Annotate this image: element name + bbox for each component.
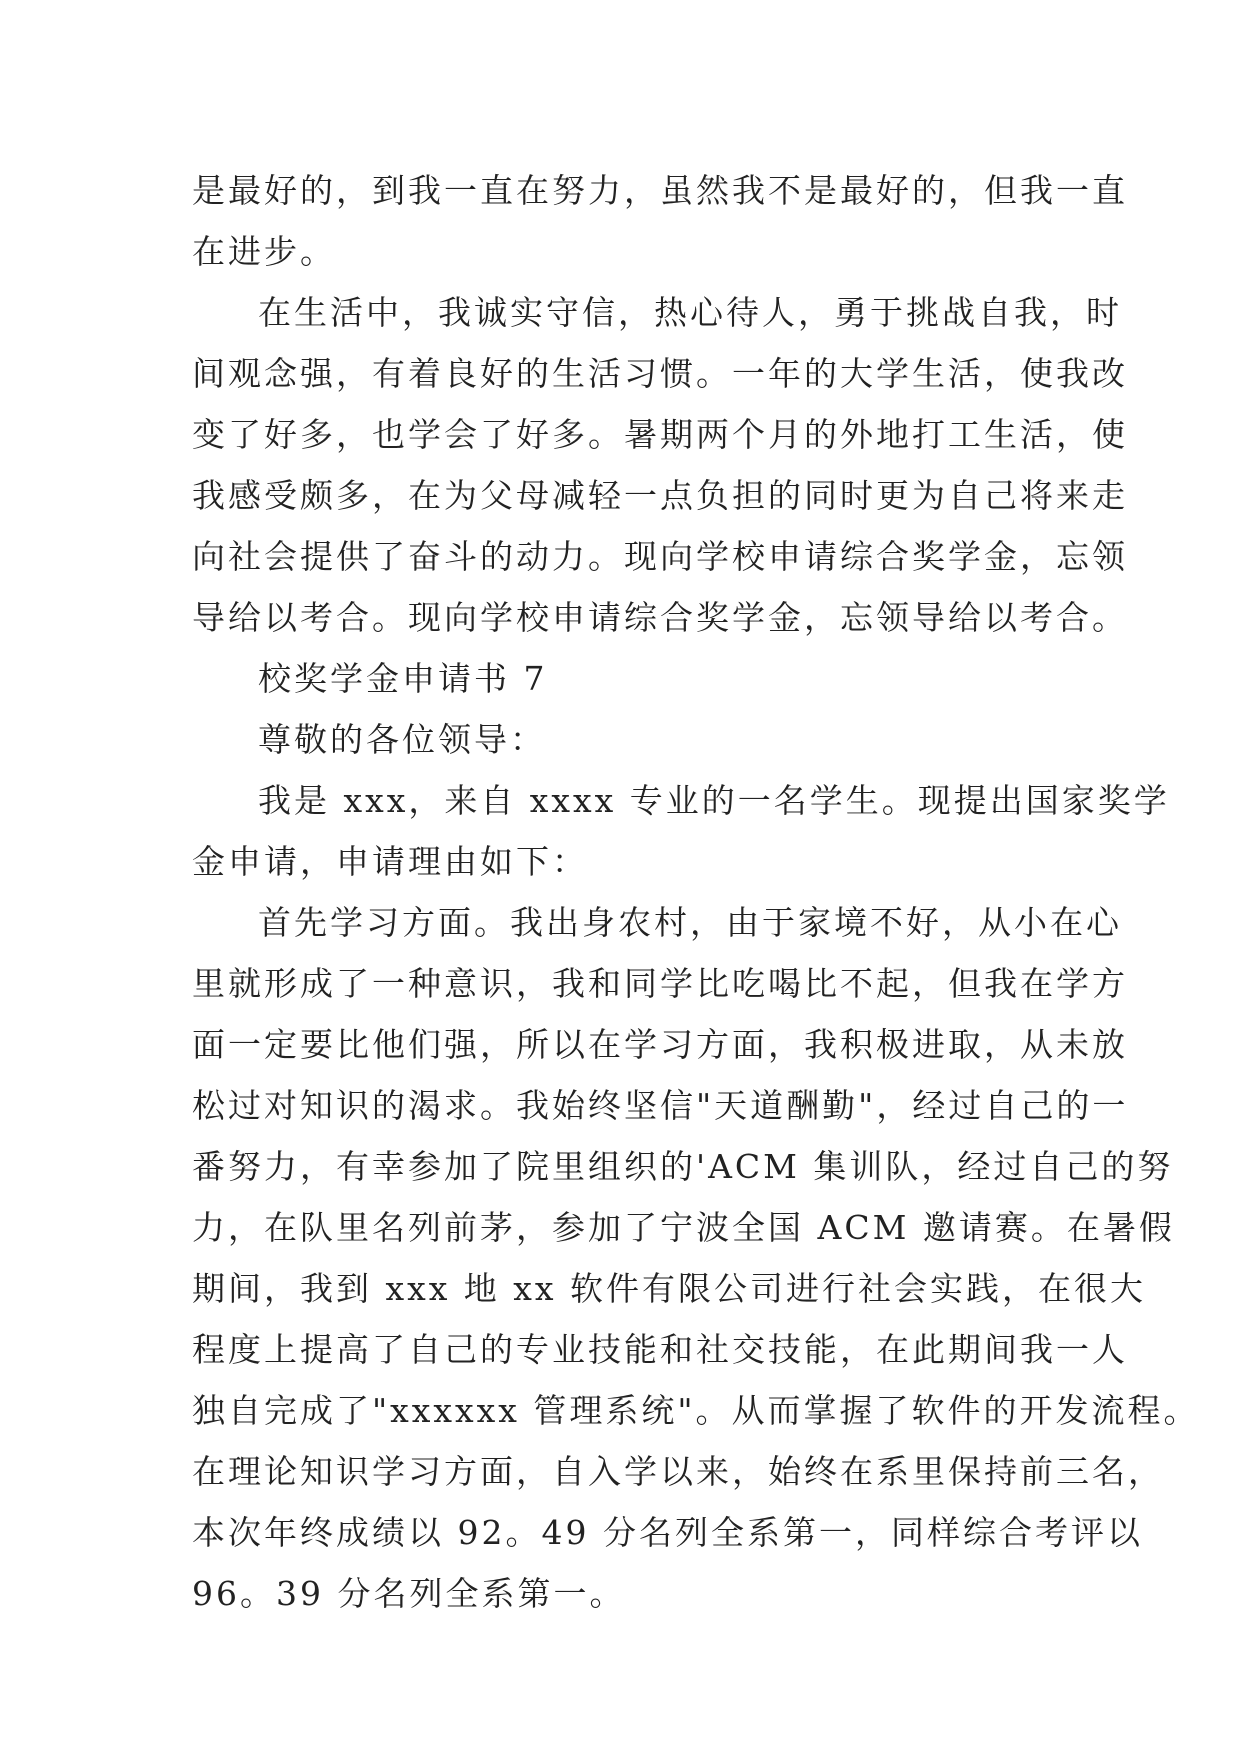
salutation: 尊敬的各位领导：: [258, 720, 546, 759]
text-line: 里就形成了一种意识，我和同学比吃喝比不起，但我在学方: [192, 964, 1128, 1003]
text-line: 96。39 分名列全系第一。: [192, 1574, 626, 1613]
text-line: 我感受颇多，在为父母减轻一点负担的同时更为自己将来走: [192, 476, 1128, 515]
text-line: 我是 xxx，来自 xxxx 专业的一名学生。现提出国家奖学: [258, 781, 1170, 820]
section-heading: 校奖学金申请书 7: [258, 659, 548, 698]
text-line: 在理论知识学习方面，自入学以来，始终在系里保持前三名，: [192, 1452, 1164, 1491]
text-line: 间观念强，有着良好的生活习惯。一年的大学生活，使我改: [192, 354, 1128, 393]
text-line: 变了好多，也学会了好多。暑期两个月的外地打工生活，使: [192, 415, 1128, 454]
text-line: 本次年终成绩以 92。49 分名列全系第一，同样综合考评以: [192, 1513, 1143, 1552]
text-line: 导给以考合。现向学校申请综合奖学金，忘领导给以考合。: [192, 598, 1128, 637]
text-line: 独自完成了"xxxxxx 管理系统"。从而掌握了软件的开发流程。: [192, 1391, 1200, 1430]
text-line: 在生活中，我诚实守信，热心待人，勇于挑战自我，时: [258, 293, 1122, 332]
text-line: 期间，我到 xxx 地 xx 软件有限公司进行社会实践，在很大: [192, 1269, 1147, 1308]
document-body: [192, 160, 1200, 1624]
text-line: 向社会提供了奋斗的动力。现向学校申请综合奖学金，忘领: [192, 537, 1128, 576]
text-line: 是最好的，到我一直在努力，虽然我不是最好的，但我一直: [192, 171, 1128, 210]
text-line: 面一定要比他们强，所以在学习方面，我积极进取，从未放: [192, 1025, 1128, 1064]
text-line: 金申请，申请理由如下：: [192, 842, 588, 881]
text-line: 首先学习方面。我出身农村，由于家境不好，从小在心: [258, 903, 1122, 942]
text-line: 在进步。: [192, 232, 336, 271]
text-line: 松过对知识的渴求。我始终坚信"天道酬勤"，经过自己的一: [192, 1086, 1129, 1125]
text-line: 力，在队里名列前茅，参加了宁波全国 ACM 邀请赛。在暑假: [192, 1208, 1175, 1247]
text-line: 程度上提高了自己的专业技能和社交技能，在此期间我一人: [192, 1330, 1128, 1369]
text-line: 番努力，有幸参加了院里组织的'ACM 集训队，经过自己的努: [192, 1147, 1174, 1186]
